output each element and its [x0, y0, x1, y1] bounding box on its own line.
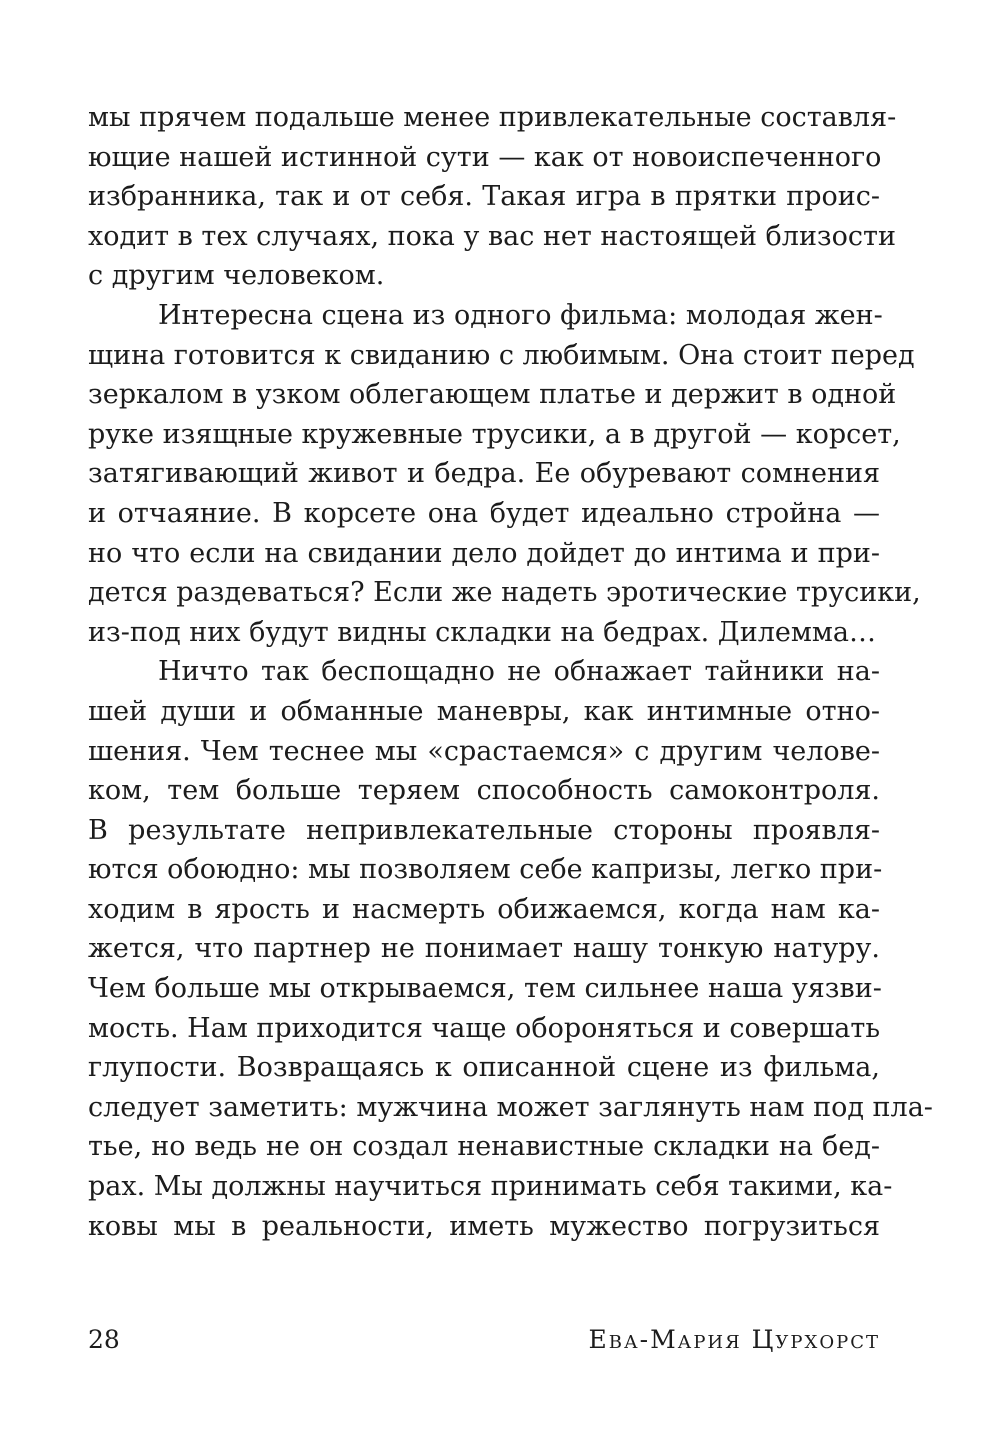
text-line: шения. Чем теснее мы «срастаемся» с другим челове- — [88, 735, 880, 767]
text-line: следует заметить: мужчина может заглянуть нам под пла- — [88, 1091, 933, 1123]
body-text — [88, 98, 933, 1246]
text-line: В результате непривлекательные стороны проявля- — [88, 814, 880, 846]
text-line: тье, но ведь не он создал ненавистные складки на бед- — [88, 1131, 880, 1163]
text-line: с другим человеком. — [88, 260, 385, 292]
text-line: ком, тем больше теряем способность самоконтроля. — [88, 775, 880, 807]
text-line: мость. Нам приходится чаще обороняться и совершать — [88, 1012, 881, 1044]
text-line: и отчаяние. В корсете она будет идеально стройна — — [88, 497, 880, 529]
text-line: мы прячем подальше менее привлекательные составля- — [88, 102, 897, 133]
page-footer — [88, 1320, 880, 1360]
page-number: 28 — [88, 1325, 120, 1354]
text-line: шей души и обманные маневры, как интимные отно- — [88, 695, 880, 727]
text-line: щина готовится к свиданию с любимым. Она стоит перед — [88, 339, 915, 371]
text-line: дется раздеваться? Если же надеть эротические трусики, — [88, 577, 921, 609]
text-line: жется, что партнер не понимает нашу тонкую натуру. — [88, 933, 880, 965]
text-line: избранника, так и от себя. Такая игра в прятки проис- — [88, 181, 880, 213]
paragraph-start-line: Ничто так беспощадно не обнажает тайники на- — [158, 656, 880, 688]
text-line: из-под них будут видны складки на бедрах. Дилемма… — [88, 616, 876, 648]
text-line: Чем больше мы открываемся, тем сильнее наша уязви- — [88, 973, 882, 1005]
text-line: ковы мы в реальности, иметь мужество погрузиться — [88, 1210, 880, 1242]
text-line: ходим в ярость и насмерть обижаемся, когда нам ка- — [88, 893, 880, 925]
text-line: ются обоюдно: мы позволяем себе капризы, легко при- — [88, 854, 883, 886]
text-line: руке изящные кружевные трусики, а в другой — корсет, — [88, 418, 901, 450]
running-head-author: Ева-Мария Цурхорст — [588, 1325, 880, 1354]
text-line: рах. Мы должны научиться принимать себя такими, ка- — [88, 1171, 893, 1203]
text-line: зеркалом в узком облегающем платье и держит в одной — [88, 379, 897, 411]
text-line: ходит в тех случаях, пока у вас нет настоящей близости — [88, 220, 896, 252]
text-line: ющие нашей истинной сути — как от новоиспеченного — [88, 141, 882, 173]
paragraph-start-line: Интересна сцена из одного фильма: молодая жен- — [158, 299, 883, 331]
text-line: но что если на свидании дело дойдет до интима и при- — [88, 537, 880, 569]
text-line: глупости. Возвращаясь к описанной сцене из фильма, — [88, 1052, 880, 1084]
text-line: затягивающий живот и бедра. Ее обуревают сомнения — [88, 458, 880, 490]
